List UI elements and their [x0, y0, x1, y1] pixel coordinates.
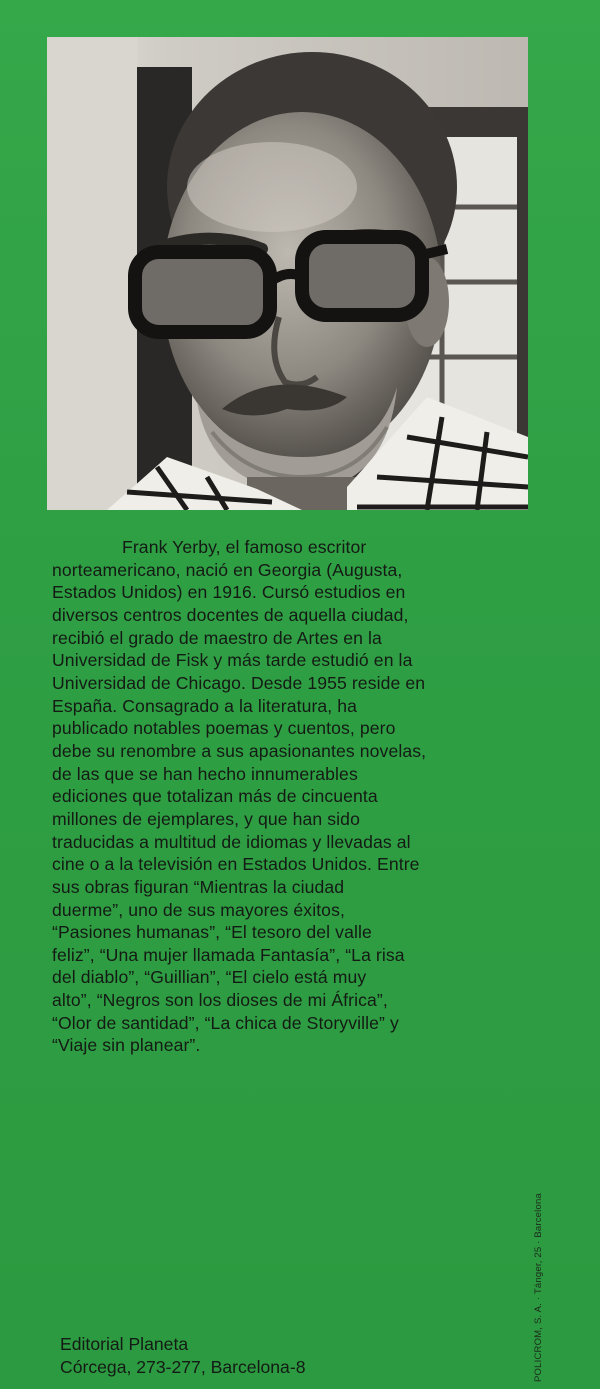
author-photo — [47, 37, 528, 510]
printer-credit: POLICROM, S. A. · Tánger, 25 · Barcelona — [533, 1193, 544, 1382]
bio-line: duerme”, uno de sus mayores éxitos, — [52, 899, 345, 920]
publisher-block — [60, 1333, 306, 1379]
bio-line: norteamericano, nació en Georgia (Augusta, — [52, 559, 403, 580]
bio-line: debe su renombre a sus apasionantes novelas, — [52, 740, 427, 761]
bio-line: feliz”, “Una mujer llamada Fantasía”, “La risa — [52, 944, 405, 965]
bio-line: España. Consagrado a la literatura, ha — [52, 695, 358, 716]
bio-line: Frank Yerby, el famoso escritor — [122, 537, 367, 557]
publisher-name: Editorial Planeta — [60, 1334, 189, 1354]
bio-line: diversos centros docentes de aquella ciudad, — [52, 604, 409, 625]
bio-line: de las que se han hecho innumerables — [52, 763, 358, 784]
bio-line: Universidad de Chicago. Desde 1955 reside en — [52, 672, 426, 693]
bio-line: millones de ejemplares, y que han sido — [52, 808, 360, 829]
bio-line: Estados Unidos) en 1916. Cursó estudios en — [52, 582, 406, 603]
bio-line: “Olor de santidad”, “La chica de Storyville” y — [52, 1012, 399, 1033]
author-biography — [52, 536, 552, 1057]
bio-line: “Pasiones humanas”, “El tesoro del valle — [52, 922, 372, 943]
bio-line: traducidas a multitud de idiomas y llevadas al — [52, 831, 411, 852]
bio-line: “Viaje sin planear”. — [52, 1035, 201, 1056]
bio-line: publicado notables poemas y cuentos, pero — [52, 718, 396, 739]
bio-line: recibió el grado de maestro de Artes en la — [52, 627, 382, 648]
bio-line: alto”, “Negros son los dioses de mi África”, — [52, 990, 388, 1011]
bio-line: del diablo”, “Guillian”, “El cielo está muy — [52, 967, 367, 988]
bio-line: Universidad de Fisk y más tarde estudió en la — [52, 650, 413, 671]
author-portrait-icon — [47, 37, 528, 510]
bio-line: sus obras figuran “Mientras la ciudad — [52, 876, 345, 897]
publisher-address: Córcega, 273-277, Barcelona-8 — [60, 1357, 306, 1377]
bio-line: cine o a la televisión en Estados Unidos. Entre — [52, 854, 420, 875]
bio-line: ediciones que totalizan más de cincuenta — [52, 786, 378, 807]
